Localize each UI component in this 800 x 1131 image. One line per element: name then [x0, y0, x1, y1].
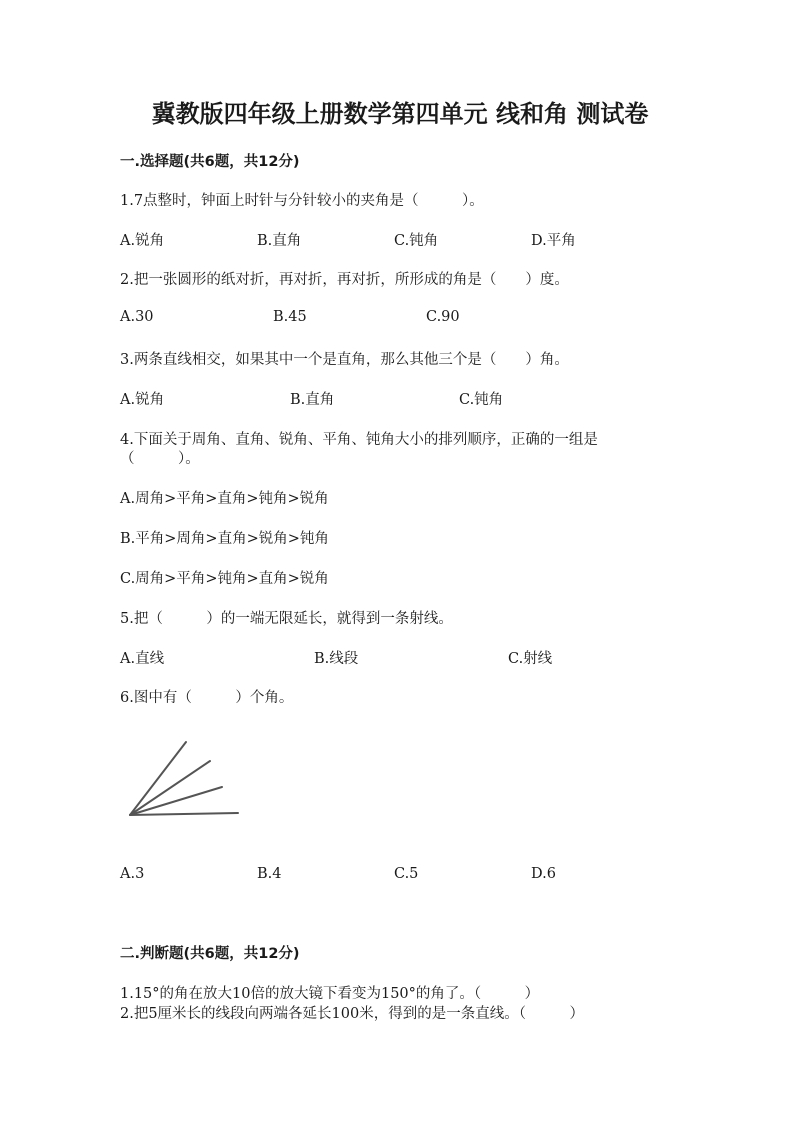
q5-option-a: A.直线	[120, 651, 165, 667]
ray-1	[130, 742, 186, 815]
page-title: 冀教版四年级上册数学第四单元 线和角 测试卷	[151, 100, 649, 128]
q5-option-c: C.射线	[508, 651, 553, 667]
ray-4	[130, 813, 238, 815]
angle-rays-figure	[120, 735, 250, 825]
q6-option-c: C.5	[394, 866, 419, 882]
q2-option-a: A.30	[120, 309, 154, 325]
q1-option-c: C.钝角	[394, 233, 439, 249]
judgment-question-2: 2.把5厘米长的线段向两端各延长100米，得到的是一条直线。（ ）	[120, 1006, 584, 1022]
section-heading-choice: 一.选择题(共6题，共12分)	[120, 154, 300, 170]
section-heading-judgment: 二.判断题(共6题，共12分)	[120, 946, 300, 962]
question-4: 4.下面关于周角、直角、锐角、平角、钝角大小的排列顺序，正确的一组是	[120, 432, 598, 448]
q3-option-c: C.钝角	[459, 392, 504, 408]
q3-option-a: A.锐角	[120, 392, 165, 408]
q4-option-b: B.平角>周角>直角>锐角>钝角	[120, 531, 329, 547]
q5-option-b: B.线段	[314, 651, 359, 667]
ray-2	[130, 761, 210, 815]
ray-3	[130, 787, 222, 815]
question-6: 6.图中有（ ）个角。	[120, 690, 294, 706]
question-4-continued: （ ）。	[120, 451, 200, 467]
question-3: 3.两条直线相交，如果其中一个是直角，那么其他三个是（ ）角。	[120, 352, 569, 368]
question-2: 2.把一张圆形的纸对折，再对折，再对折，所形成的角是（ ）度。	[120, 272, 569, 288]
q1-option-d: D.平角	[531, 233, 576, 249]
q3-option-b: B.直角	[290, 392, 335, 408]
q1-option-b: B.直角	[257, 233, 302, 249]
q1-option-a: A.锐角	[120, 233, 165, 249]
question-5: 5.把（ ）的一端无限延长，就得到一条射线。	[120, 611, 453, 627]
judgment-question-1: 1.15°的角在放大10倍的放大镜下看变为150°的角了。（ ）	[120, 986, 540, 1002]
question-1: 1.7点整时，钟面上时针与分针较小的夹角是（ ）。	[120, 193, 484, 209]
q4-option-c: C.周角>平角>钝角>直角>锐角	[120, 571, 329, 587]
q4-option-a: A.周角>平角>直角>钝角>锐角	[120, 491, 329, 507]
q2-option-c: C.90	[426, 309, 460, 325]
q2-option-b: B.45	[273, 309, 307, 325]
q6-option-b: B.4	[257, 866, 282, 882]
q6-option-d: D.6	[531, 866, 556, 882]
q6-option-a: A.3	[120, 866, 145, 882]
